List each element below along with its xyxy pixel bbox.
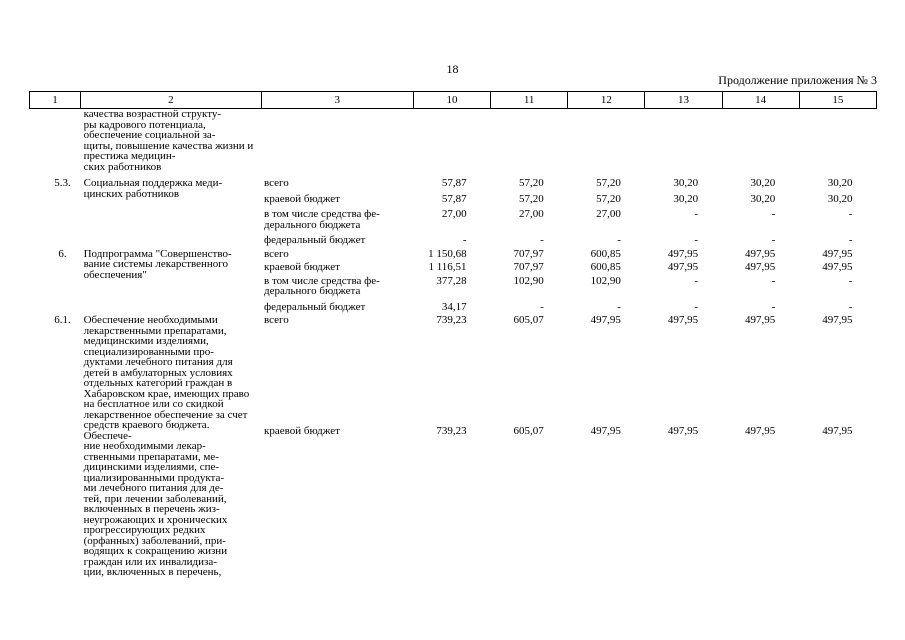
value-cell: 57,20 [596, 177, 621, 189]
value-cell: 377,28 [436, 274, 467, 287]
value-cell: 739,23 [436, 425, 467, 437]
continuation-note: Продолжение приложения № 3 [718, 73, 877, 87]
value-cell: 497,95 [745, 247, 776, 260]
funding-source: в том числе средства фе- дерального бюджета [264, 208, 380, 231]
value-cell: 102,90 [590, 274, 621, 287]
value-cell: - [694, 300, 699, 313]
value-cell: - [771, 208, 776, 220]
value-cell: 497,95 [590, 314, 621, 326]
row-name: Обеспечение необходимыми лекарственными препаратами, медицинскими изделиями, специализированными про- дуктами лечебного питания для детей в амбулаторных условиях отдельных категорий граждан в Хабаровском крае, имеющих право на бесплатное или со скидкой лекарственное обеспечение за счет средств краевого бюджета. Обеспече- ние необходимыми лекар- ственными препаратами, ме- дицинскими изделиями, спе- циализированными продукта- ми лечебного питания для де- тей, при лечении заболеваний, включенных в перечень жиз- неугрожающих и хронических прогрессирующих редких (орфанных) заболеваний, при- водящих к сокращению жизни граждан или их инвалидиза- ции, включенных в перечень, [83, 314, 250, 578]
value-cell: 497,95 [822, 425, 853, 437]
carry-over-row [30, 109, 877, 173]
column-header: 12 [568, 92, 645, 109]
column-header: 14 [722, 92, 799, 109]
column-header: 10 [413, 92, 490, 109]
value-cell: 102,90 [513, 274, 544, 287]
value-cell: 30,20 [827, 177, 853, 189]
value-cell: 600,85 [590, 261, 621, 273]
column-header: 1 [30, 92, 81, 109]
value-cell: - [617, 234, 621, 246]
column-header: 2 [81, 92, 261, 109]
value-cell: 1 116,51 [428, 261, 467, 273]
funding-source: федеральный бюджет [264, 300, 366, 313]
value-cell: - [694, 234, 699, 246]
value-cell: 497,95 [667, 425, 699, 437]
value-cell: - [771, 274, 776, 287]
value-cell: - [617, 300, 621, 313]
value-cell: - [848, 234, 853, 246]
column-header: 15 [799, 92, 876, 109]
table-row [30, 178, 877, 189]
value-cell: 497,95 [745, 425, 776, 437]
value-cell: 57,20 [518, 192, 544, 205]
value-cell: - [694, 274, 699, 287]
funding-source: в том числе средства фе- дерального бюджета [264, 274, 380, 297]
value-cell: 30,20 [827, 192, 853, 205]
value-cell: 27,00 [518, 208, 544, 220]
value-cell: - [771, 234, 776, 246]
value-cell: 497,95 [822, 261, 853, 273]
value-cell: 497,95 [745, 314, 776, 326]
row-name: Социальная поддержка меди- цинских работников [83, 177, 223, 200]
value-cell: 605,07 [513, 425, 544, 437]
value-cell: 707,97 [513, 261, 544, 273]
row-name: Подпрограмма "Совершенство- вание системы лекарственного обеспечения" [83, 247, 232, 281]
column-header: 13 [645, 92, 722, 109]
row-number: 6. [58, 247, 67, 260]
value-cell: 57,87 [441, 177, 467, 189]
value-cell: 739,23 [436, 314, 467, 326]
value-cell: 497,95 [822, 247, 853, 260]
table-row [30, 315, 877, 421]
value-cell: 57,87 [441, 192, 467, 205]
value-cell: 497,95 [667, 261, 699, 273]
value-cell: 30,20 [673, 177, 699, 189]
value-cell: 605,07 [513, 314, 544, 326]
row-number: 6.1. [54, 314, 71, 326]
value-cell: 497,95 [667, 314, 699, 326]
funding-source: федеральный бюджет [264, 234, 366, 246]
budget-table [29, 91, 877, 578]
value-cell: - [771, 300, 776, 313]
value-cell: 27,00 [441, 208, 467, 220]
column-header: 11 [491, 92, 568, 109]
value-cell: 30,20 [750, 177, 776, 189]
value-cell: - [848, 208, 853, 220]
value-cell: - [540, 300, 544, 313]
value-cell: 497,95 [822, 314, 853, 326]
value-cell: 34,17 [441, 300, 467, 313]
row-number: 5.3. [54, 177, 71, 189]
value-cell: 1 150,68 [428, 247, 467, 260]
value-cell: 57,20 [518, 177, 544, 189]
funding-source: краевой бюджет [264, 425, 340, 437]
value-cell: 57,20 [596, 192, 621, 205]
value-cell: 27,00 [596, 208, 621, 220]
value-cell: 497,95 [590, 425, 621, 437]
header-row [30, 92, 877, 109]
value-cell: - [462, 234, 467, 246]
funding-source: всего [264, 314, 289, 326]
funding-source: краевой бюджет [264, 261, 340, 273]
value-cell: 497,95 [667, 247, 699, 260]
value-cell: - [848, 274, 853, 287]
value-cell: 600,85 [590, 247, 621, 260]
value-cell: - [694, 208, 699, 220]
carry-over-text: качества возрастной структу- ры кадрового потенциала, обеспечение социальной за- щиты, повышение качества жизни и престижа медицин- ских работников [83, 108, 254, 173]
value-cell: 30,20 [750, 192, 776, 205]
page-number: 18 [446, 62, 459, 76]
value-cell: 30,20 [673, 192, 699, 205]
funding-source: краевой бюджет [264, 192, 340, 205]
value-cell: 707,97 [513, 247, 544, 260]
value-cell: 497,95 [745, 261, 776, 273]
value-cell: - [540, 234, 544, 246]
column-header: 3 [261, 92, 413, 109]
table-row [30, 249, 877, 260]
funding-source: всего [264, 177, 289, 189]
funding-source: всего [264, 247, 289, 260]
value-cell: - [848, 300, 853, 313]
